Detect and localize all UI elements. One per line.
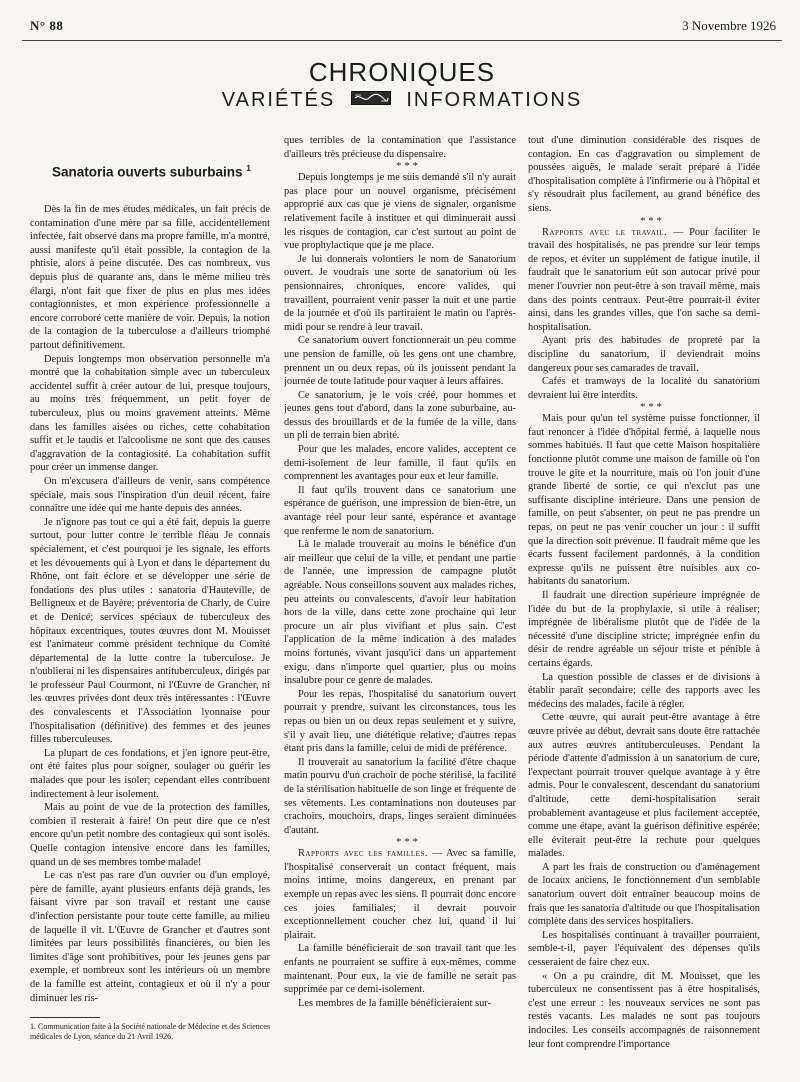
column-3 (528, 134, 760, 1074)
masthead-left: VARIÉTÉS (221, 89, 336, 111)
paragraph: Les membres de la famille bénéficieraient sur- (298, 997, 492, 1009)
issue-date: 3 Novembre 1926 (682, 18, 776, 33)
column-1 (30, 142, 270, 1074)
paragraph: La plupart de ces fondations, et j'en ignore peut-être, ont été faites plus pour soigner, soulager ou guérir les malades que pour les isoler; cependant elles contribuent indirectement à leur isolement. (30, 747, 270, 800)
paragraph: Les hospitalisés continuant à travailler pourraient, semble-t-il, payer l'équivalent des dépenses qu'ils cesseraient de faire chez eux. (528, 929, 760, 969)
paragraph: Je n'ignore pas tout ce qui a été fait, depuis la guerre surtout, pour lutter contre le terrible fléau Je connais spécialement, et c'est pourquoi je les signale, les efforts et les dévouements qui à Lyon et dans le département du Rhône, ont fait éclore et se développer une série de fondations des plus utiles : sanatoria d'Hauteville, de Belligneux et de Bayère; préventoria de Charly, de Cuire et de Denicé; services spéciaux de tuberculeux des hôpitaux excentriques, toutes œuvres dont M. Mouisset est l'animateur comme président technique du Comité départemental de la lutte contre la tuberculose. Je n'oublierai ni les dispensaires antituberculeux, dirigés par le professeur Paul Courmont, ni l'Œuvre de Grancher, ni les œuvres privées dont deux très intéressantes : l'Œuvre des convalescents et l'Association lyonnaise pour l'hospitalisation (définitive) des femmes et des jeunes filles tuberculeuses. (30, 516, 270, 746)
issue-number: N° 88 (30, 18, 64, 33)
article-title: Sanatoria ouverts suburbains $^1$ (52, 164, 251, 180)
paragraph: Ce sanatorium, je le vois créé, pour hommes et jeunes gens tout d'abord, dans la zone suburbaine, au-dessus des brouillards et de la fumée de la ville, dans un pli de terrain bien abrité. (284, 389, 516, 442)
paragraph: Cette œuvre, qui aurait peut-être avantage à être œuvre privée au début, devrait sans doute être rattachée aux autres œuvres antituberculeuses. Pendant la période d'attente d'admission à un sanatorium de cure, l'expectant pourrait trouver quelque avantage à y être admis. Pour le convalescent, descendant du sanatorium d'altitude, cette demi-hospitalisation serait probablement avantageuse et plus facilement acceptée, comme une étape, avant la guérison définitive espérée; elle éviterait peut-être la rechute pour quelques malades. (528, 712, 760, 860)
section-separator: * * * (640, 214, 662, 227)
paragraph: Le cas n'est pas rare d'un ouvrier ou d'un employé, père de famille, ayant plusieurs enfants déjà grands, les faisant vivre par son travail et restant une cause d'infection persistante pour toute cette famille, au milieu de laquelle il vit. L'Œuvre de Grancher et d'autres sont limitées par leurs possibilités financières, ou bien les limites d'âge sont prohibitives, pour les jeunes gens par exemple, et nombreux sont les intérieurs où un membre de la famille est atteint, contagieux et où il n'y a pour diminuer les ris- (30, 870, 270, 1004)
section-separator: * * * (640, 401, 662, 414)
paragraph: La question possible de classes et de divisions à établir paraît secondaire; celle des rapports avec les médecins des malades, facile à régler. (528, 671, 760, 710)
footnote: 1. Communication faite à la Société nationale de Médecine et des Sciences médicales de Lyon, séance du 21 Avril 1926. (30, 1022, 270, 1042)
masthead-right: INFORMATIONS (406, 89, 583, 111)
section-heading: Rapports avec les familles. (298, 848, 428, 860)
paragraph: Mais pour qu'un tel système puisse fonctionner, il faut renoncer à l'idée d'hôpital fermé, à laquelle nous sommes habitués. Il faut que cette Maison hospitalière fonctionne plutôt comme une maison de famille où l'on trouve le gîte et la nourriture, mais où l'on jouit d'une grande liberté de sortie, ce qui n'exclut pas une suffisante discipline intérieure. Dans une pension de famille, on peut s'absenter, on peut ne pas prendre un repas, on peut ne pas venir coucher un jour : il suffit que la direction soit prévenue. Il faudrait même que les écarts fussent facilement pardonnés, à la condition expresse qu'ils ne puissent être nuisibles aux co-habitants du sanatorium. (528, 413, 760, 588)
paragraph: Il faut qu'ils trouvent dans ce sanatorium une espérance de guérison, une impression de bien-être, un avantage réel pour leur santé, espérance et avantage que renferme le nom de sanatorium. (284, 484, 516, 537)
paragraph: A part les frais de construction ou d'aménagement de locaux anciens, le fonctionnement d'un semblable sanatorium ouvert doit entraîner beaucoup moins de frais que les sanatoria d'altitude ou que l'hospitalisation complète dans des services hospitaliers. (528, 861, 760, 928)
paragraph: Pour que les malades, encore valides, acceptent ce demi-isolement de leur famille, il faut qu'ils en comprennent les avantages pour eux et leur famille. (284, 444, 516, 483)
paragraph: tout d'une diminution considérable des risques de contagion. En cas d'aggravation ou simplement de poussées aiguës, le malade serait préparé à l'idée d'hospitalisation complète à l'infirmerie ou à l'hôpital et s'y résoudrait plus facilement, au grand bénéfice des siens. (528, 135, 760, 214)
section-separator: * * * (396, 160, 418, 173)
paragraph: Depuis longtemps je me suis demandé s'il n'y aurait pas place pour un nouvel organisme, précisément approprié aux cas que je viens de signaler, organisme relativement facile à instituer et qui diminuerait aussi les risques de contagion, car c'est surtout au point de vue prophylactique que je me place. (284, 172, 516, 252)
paragraph: Depuis longtemps mon observation personnelle m'a montré que la cohabitation simple avec un tuberculeux accidentel suffit à créer autour de lui, presque toujours, au moins très fréquemment, un petit foyer de tuberculeux, plus ou moins gravement atteints. Même dans les familles aisées ou riches, cette cohabitation suffit et le taudis et l'alcoolisme ne sont que des causes d'aggravation de la contagiosité. La cohabitation suffit pour créer un immense danger. (30, 353, 270, 474)
paragraph: Cafés et tramways de la localité du sanatorium devraient lui être interdits. (528, 376, 760, 401)
paragraph: Ce sanatorium ouvert fonctionnerait un peu comme une pension de famille, où les gens ont une chambre, prennent un ou deux repas, où ils jouissent pendant la journée de toute latitude pour vaquer à leurs affaires. (284, 335, 516, 388)
paragraph: Rapports avec les familles. — Avec sa famille, l'hospitalisé conserverait un contact fréquent, mais moins intime, moins dangereux, en prenant par exemple un repas avec les siens. Il pourrait donc encore ces joies familiales; il devrait pouvoir exceptionnellement coucher chez lui, quand il lui plairait. (284, 848, 516, 941)
paragraph: Il faudrait une direction supérieure imprégnée de l'idée du but de la prophylaxie, si utile à réaliser; imprégnée de libéralisme plutôt que de l'idée de la nécessité d'une discipline stricte; imprégnée enfin du désir de rendre agréable un séjour triste et pénible à certains égards. (528, 590, 760, 669)
column-2 (284, 134, 516, 1074)
paragraph: Ayant pris des habitudes de propreté par la discipline du sanatorium, il deviendrait moins dangereux pour ses camarades de travail. (528, 335, 760, 374)
section-separator: * * * (396, 836, 418, 849)
running-header (22, 12, 782, 41)
masthead (22, 58, 782, 112)
paragraph: ques terribles de la contamination que l'assistance d'ailleurs très précieuse du dispensaire. (284, 135, 516, 160)
paragraph: « On a pu craindre, dit M. Mouisset, que les tuberculeux ne consentissent pas à être hospitalisés, c'est une erreur : les nouveaux services ne sont pas restés vacants. Les malades ne sont pas toujours indociles. Les conseils accompagnés de raisonnement leur font comprendre l'importance (528, 970, 760, 1050)
paragraph: Mais au point de vue de la protection des familles, combien il resterait à faire! On peut dire que ce n'est encore qu'un petit nombre des contagieux qui sont isolés. Quelle contagion intensive encore dans les familles, quand un de ses membres tombe malade! (30, 802, 270, 868)
paragraph: Pour les repas, l'hospitalisé du sanatorium ouvert pourrait y prendre, suivant les circonstances, tous les repas ou bien un ou deux repas seulement et y suivre, s'il y avait lieu, une diététique relative; d'autres repas étant pris dans la famille, celui de midi de préférence. (284, 688, 516, 755)
masthead-title: CHRONIQUES (308, 57, 496, 87)
journal-page (22, 12, 782, 1074)
footnote-rule (30, 1017, 100, 1018)
paragraph: Rapports avec le travail. — Pour faciliter le travail des hospitalisés, ne pas prendre sur leur temps de repos, et éviter un supplément de fatigue inutile, il faudrait que le sanatorium eût son autocar privé pour mener l'ouvrier non peut-être à son travail même, mais dans des points centraux. Peut-être pourrait-il éviter ainsi, dans les grandes villes, que l'on sache sa demi-hospitalisation. (528, 226, 760, 333)
paragraph: Là le malade trouverait au moins le bénéfice d'un air meilleur que celui de la ville, et pendant une partie de l'année, une impression de campagne plutôt agréable. Nous conseillons souvent aux malades riches, peu atteints ou convalescents, d'avoir leur habitation hors de la ville, dans cette zone prochaine qui leur procure un air plus vivifiant et plus sain. C'est l'application de la même indication à des malades moins fortunés, vivant jusqu'ici dans un appartement exigu, dans n'importe quel quartier, plus ou moins insalubre pour ce genre de malades. (284, 539, 516, 687)
paragraph: Dès la fin de mes études médicales, un fait précis de contamination d'une mère par sa fille, accidentellement infectée, fait observé dans ma propre famille, m'a montré, aussi manifeste qu'il était possible, la contagion de la phtisie, alors à peine discutée. Des cas nombreux, vus depuis plus de quarante ans, dans le même milieu très élargi, n'ont fait que fixer de plus en plus mes idées contagionnistes, et mon expérience professionnelle a encore corroboré cette manière de voir. Depuis, la notion de la contagion de la tuberculose a d'ailleurs triomphé partout définitivement. (30, 204, 270, 352)
footnote-mark: 1 (246, 164, 251, 173)
paragraph: Il trouverait au sanatorium la facilité d'être chaque matin pourvu d'un crachoir de poche stérilisé, la facilité de la stérilisation habituelle de son linge et fréquente de ses vêtements. Les contaminations non douteuses par crachoirs, mouchoirs, draps, linges seraient diminuées d'autant. (284, 756, 516, 836)
paragraph: On m'excusera d'ailleurs de venir, sans compétence spéciale, mais sous l'inspiration d'un deuil récent, faire connaître une idée qui me hante depuis des années. (30, 475, 270, 515)
paragraph: La famille bénéficierait de son travail tant que les enfants ne pourraient se suffire à eux-mêmes, comme maintenant. Pour eux, la vie de famille ne serait pas supprimée par ce demi-isolement. (284, 943, 516, 996)
masthead-subtitle (22, 88, 782, 112)
ornament-icon (351, 91, 391, 105)
paragraph: Je lui donnerais volontiers le nom de Sanatorium ouvert. Je voudrais une sorte de sanatorium où les pensionnaires, chroniques, encore valides, qui travaillent, pourraient venir passer la nuit et une partie de la journée et d'où ils partiraient le matin ou l'après-midi pour se rendre à leur travail. (284, 253, 516, 333)
section-heading: Rapports avec le travail. (542, 226, 668, 238)
